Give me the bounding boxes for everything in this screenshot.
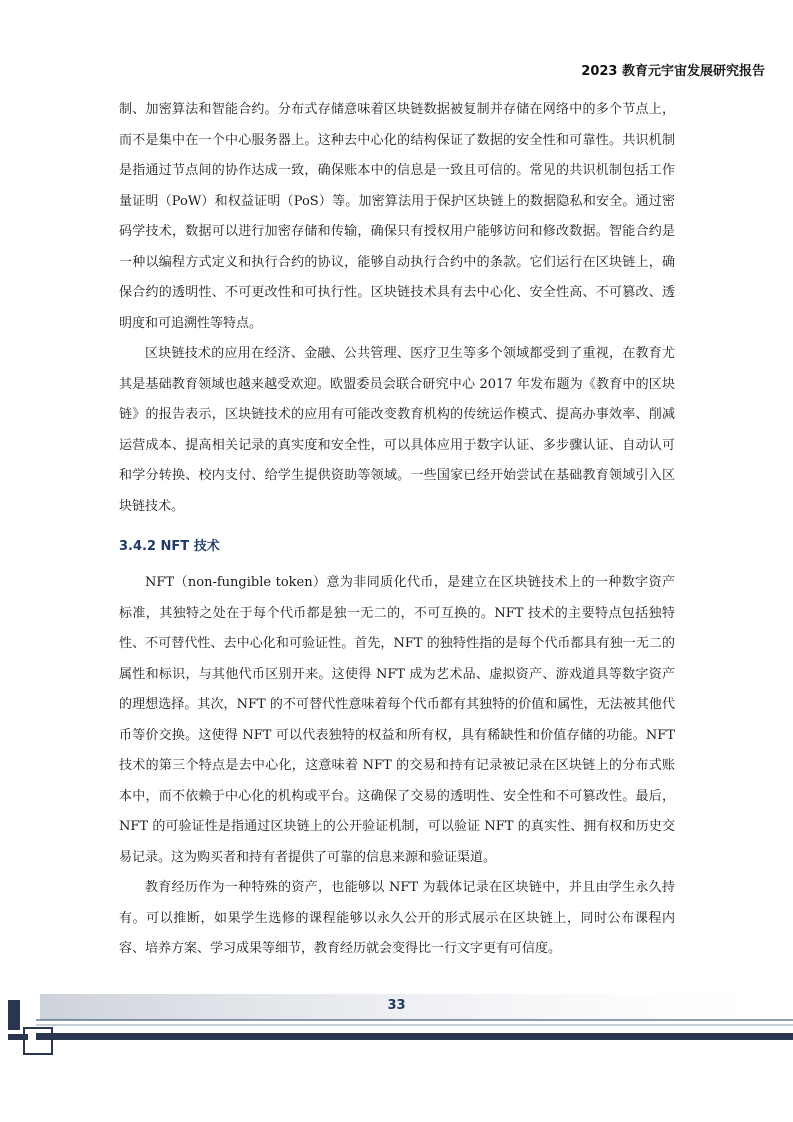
footer-frame — [24, 1028, 52, 1054]
paragraph: 区块链技术的应用在经济、金融、公共管理、医疗卫生等多个领域都受到了重视，在教育尤其是基础教育领域也越来越受欢迎。欧盟委员会联合研究中心 2017 年发布题为《教育中的区块链》的报告表示，区块链技术的应用有可能改变教育机构的传统运作模式、提高办事效率、削减运营成本、提高相关记录的真实度和安全性，可以具体应用于数字认证、多步骤认证、自动认可和学分转换、校内支付、给学生提供资助等领域。一些国家已经开始尝试在基础教育领域引入区块链技术。 — [119, 346, 675, 514]
footer-thick-bar — [36, 1033, 793, 1040]
footer-block — [8, 1034, 28, 1040]
section-heading: 3.4.2 NFT 技术 — [119, 539, 220, 554]
main-content — [119, 95, 675, 965]
paragraph: 教育经历作为一种特殊的资产，也能够以 NFT 为载体记录在区块链中，并且由学生永久持有。可以推断，如果学生选修的课程能够以永久公开的形式展示在区块链上，同时公布课程内容、培养方案、学习成果等细节，教育经历就会变得比一行文字更有可信度。 — [119, 880, 675, 956]
page-number: 33 — [387, 998, 406, 1013]
paragraph: 制、加密算法和智能合约。分布式存储意味着区块链数据被复制并存储在网络中的多个节点上，而不是集中在一个中心服务器上。这种去中心化的结构保证了数据的安全性和可靠性。共识机制是指通过节点间的协作达成一致，确保账本中的信息是一致且可信的。常见的共识机制包括工作量证明（PoW）和权益证明（PoS）等。加密算法用于保护区块链上的数据隐私和安全。通过密码学技术，数据可以进行加密存储和传输，确保只有授权用户能够访问和修改数据。智能合约是一种以编程方式定义和执行合约的协议，能够自动执行合约中的条款。它们运行在区块链上，确保合约的透明性、不可更改性和可执行性。区块链技术具有去中心化、安全性高、不可篡改、透明度和可追溯性等特点。 — [119, 102, 675, 331]
paragraph: NFT（non-fungible token）意为非同质化代币，是建立在区块链技术上的一种数字资产标准，其独特之处在于每个代币都是独一无二的，不可互换的。NFT 技术的主要特点包括独特性、不可替代性、去中心化和可验证性。首先，NFT 的独特性指的是每个代币都具有独一无二的属性和标识，与其他代币区别开来。这使得 NFT 成为艺术品、虚拟资产、游戏道具等数字资产的理想选择。其次，NFT 的不可替代性意味着每个代币都有其独特的价值和属性，无法被其他代币等价交换。这使得 NFT 可以代表独特的权益和所有权，具有稀缺性和价值存储的功能。NFT 技术的第三个特点是去中心化，这意味着 NFT 的交易和持有记录被记录在区块链上的分布式账本中，而不依赖于中心化的机构或平台。这确保了交易的透明性、安全性和不可篡改性。最后，NFT 的可验证性是指通过区块链上的公开验证机制，可以验证 NFT 的真实性、拥有权和历史交易记录。这为购买者和持有者提供了可靠的信息来源和验证渠道。 — [119, 575, 675, 865]
report-title: 2023 教育元宇宙发展研究报告 — [581, 64, 765, 79]
